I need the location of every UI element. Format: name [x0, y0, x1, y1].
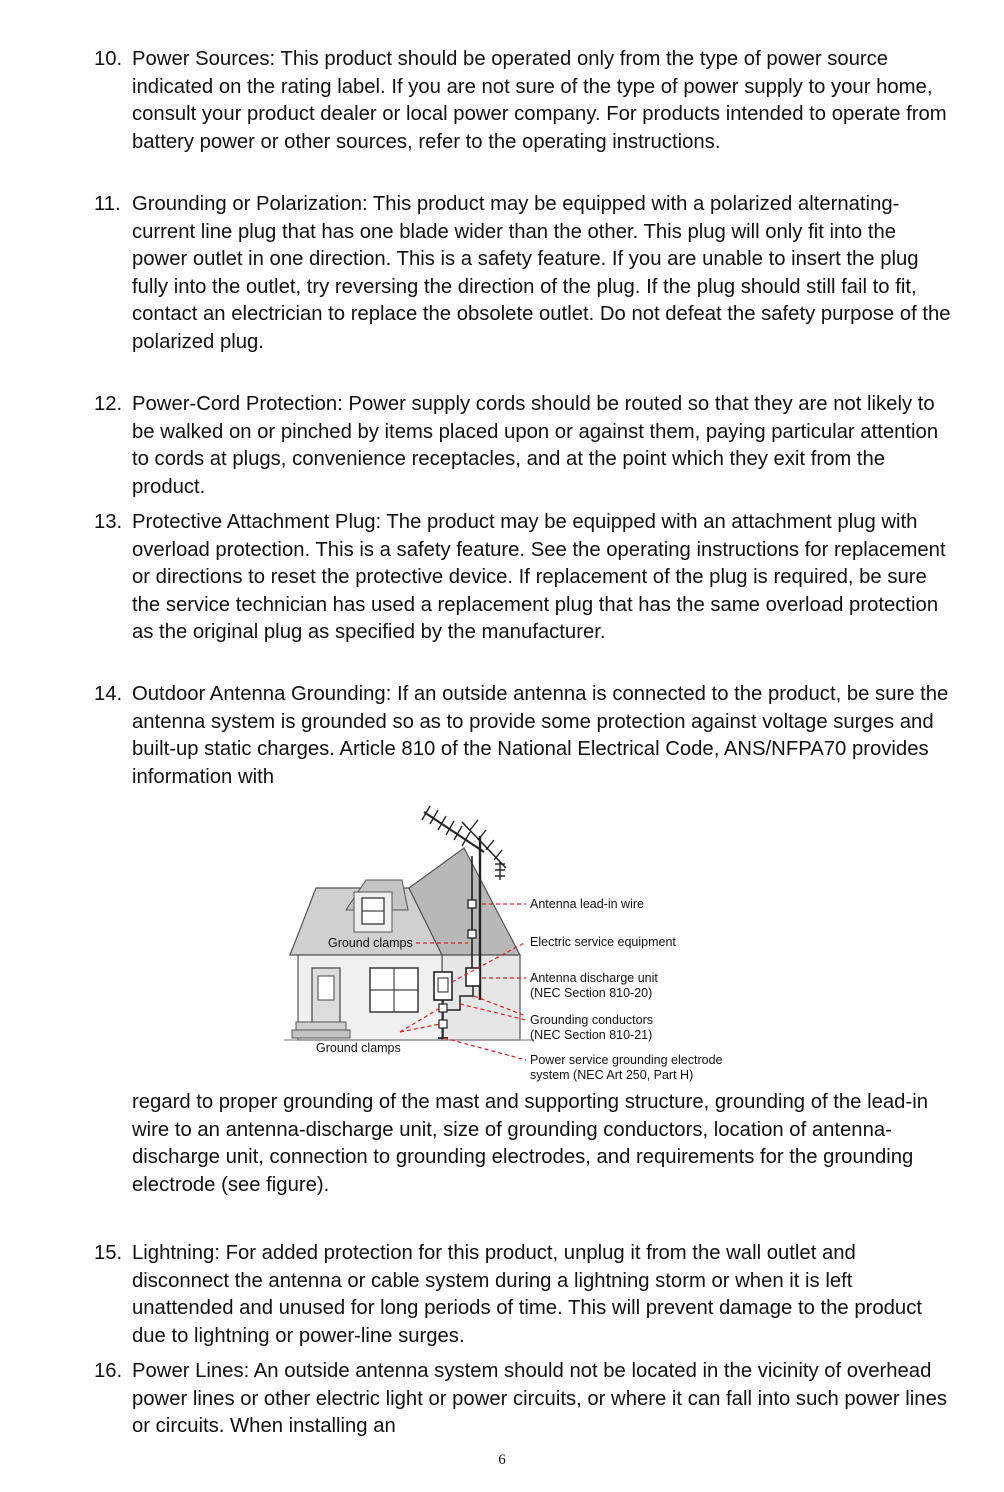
ground-clamp-icon	[439, 1020, 447, 1028]
item-text: Power-Cord Protection: Power supply cords should be routed so that they are not likely to be walked on or pinched by items placed upon or against them, paying particular attention to cords at plugs, convenience receptacles, and at the point which they exit from the product.	[132, 393, 939, 498]
item-text: Power Lines: An outside antenna system should not be located in the vicinity of overhead power lines or other electric light or power circuits, or where it can fall into such power lines or circuits. When installing an	[132, 1360, 947, 1437]
item-text: Grounding or Polarization: This product may be equipped with a polarized alternating-current line plug that has one blade wider than the other. This plug will only fit into the power outlet in one direction. This is a safety feature. If you are unable to insert the plug fully into the outlet, try reversing the direction of the plug. If the plug should still fail to fit, contact an electrician to replace the obsolete outlet. Do not defeat the safety purpose of the polarized plug.	[132, 193, 951, 353]
antenna-grounding-figure	[284, 800, 744, 1090]
label-antenna-lead-in: Antenna lead-in wire	[530, 897, 644, 911]
safety-item-14-continued: regard to proper grounding of the mast and supporting structure, grounding of the lead-in wire to an antenna-discharge unit, size of grounding conductors, location of antenna-discharge unit, connection to grounding electrodes, and requirements for the grounding electrode (see figure).	[132, 1091, 928, 1196]
front-steps	[296, 1022, 346, 1030]
item-number: 12.	[94, 393, 123, 415]
safety-item-14	[94, 681, 954, 791]
label-ground-clamps-upper: Ground clamps	[328, 936, 413, 950]
item-number: 11.	[94, 193, 121, 215]
safety-item-10	[94, 46, 954, 156]
label-power-service-system: system (NEC Art 250, Part H)	[530, 1068, 694, 1082]
label-electric-service: Electric service equipment	[530, 935, 676, 949]
label-grounding-conductors: Grounding conductors	[530, 1013, 653, 1027]
label-power-service: Power service grounding electrode	[530, 1053, 723, 1067]
item-number: 16.	[94, 1360, 123, 1382]
item-text: Protective Attachment Plug: The product may be equipped with an attachment plug with overload protection. This is a safety feature. See the operating instructions for replacement or directions to reset the protective device. If replacement of the plug is required, be sure the service technician has used a replacement plug that has the same overload protection as the original plug as specified by the manufacturer.	[132, 511, 946, 643]
item-text: Outdoor Antenna Grounding: If an outside antenna is connected to the product, be sure the antenna system is grounded so as to provide some protection against voltage surges and built-up static charges. Article 810 of the National Electrical Code, ANS/NFPA70 provides information with	[132, 683, 949, 788]
safety-item-11	[94, 191, 954, 356]
antenna-grounding-diagram	[284, 800, 744, 1090]
ground-clamp-icon	[468, 900, 476, 908]
item-number: 15.	[94, 1242, 123, 1264]
item-text: Lightning: For added protection for this product, unplug it from the wall outlet and disconnect the antenna or cable system during a lightning storm or when it is left unattended and unused for long periods of time. This will prevent damage to the product due to lightning or power-line surges.	[132, 1242, 922, 1347]
electric-service-box-icon	[434, 972, 452, 1000]
item-number: 13.	[94, 511, 123, 533]
ground-clamp-icon	[468, 930, 476, 938]
ground-clamp-icon	[439, 1004, 447, 1012]
page-number: 6	[498, 1452, 506, 1468]
item-number: 14.	[94, 683, 123, 705]
item-number: 10.	[94, 48, 123, 70]
safety-item-12	[94, 391, 954, 501]
item-text: Power Sources: This product should be operated only from the type of power source indicated on the rating label. If you are not sure of the type of power supply to your home, consult your product dealer or local power company. For products intended to operate from battery power or other sources, refer to the operating instructions.	[132, 48, 947, 153]
safety-item-16	[94, 1358, 954, 1441]
safety-item-15	[94, 1240, 954, 1350]
label-grounding-conductors-section: (NEC Section 810-21)	[530, 1028, 653, 1042]
label-discharge-unit: Antenna discharge unit	[530, 971, 658, 985]
safety-item-13	[94, 509, 954, 647]
label-discharge-unit-section: (NEC Section 810-20)	[530, 986, 653, 1000]
label-ground-clamps-lower: Ground clamps	[316, 1041, 401, 1055]
